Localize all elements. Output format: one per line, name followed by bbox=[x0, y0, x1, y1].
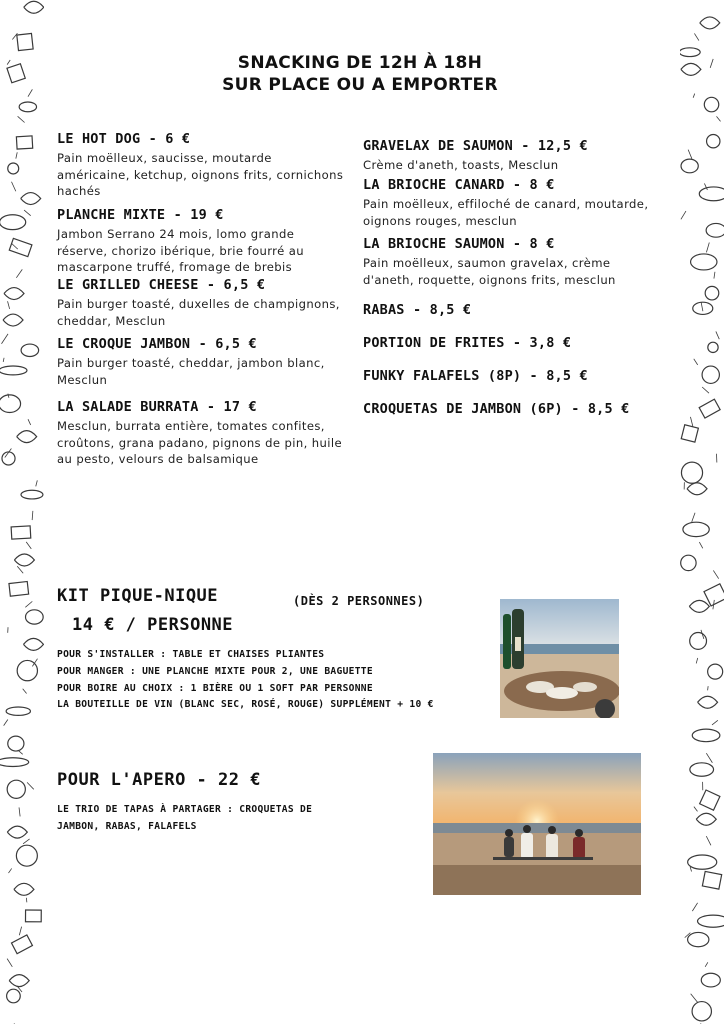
border-sketch-stroke bbox=[702, 387, 709, 393]
border-sketch bbox=[0, 395, 21, 413]
border-sketch bbox=[0, 215, 26, 230]
border-sketch bbox=[692, 729, 720, 742]
menu-item-title: PLANCHE MIXTE - 19 € bbox=[57, 207, 224, 223]
border-sketch bbox=[8, 163, 19, 174]
border-sketch bbox=[680, 48, 700, 57]
border-sketch bbox=[701, 973, 720, 987]
border-sketch-stroke bbox=[7, 60, 10, 65]
border-sketch-stroke bbox=[690, 417, 692, 427]
menu-item-croquetas bbox=[363, 400, 663, 418]
border-sketch bbox=[7, 64, 25, 83]
border-sketch-stroke bbox=[19, 927, 21, 936]
sunset-beach-photo bbox=[433, 753, 641, 895]
menu-item-title: LE CROQUE JAMBON - 6,5 € bbox=[57, 336, 257, 352]
border-sketch-stroke bbox=[25, 601, 32, 607]
border-sketch bbox=[7, 826, 27, 838]
border-sketch-stroke bbox=[710, 59, 713, 68]
border-sketch bbox=[681, 425, 698, 442]
border-sketch-stroke bbox=[692, 903, 697, 911]
border-sketch-stroke bbox=[32, 511, 33, 520]
border-sketch-stroke bbox=[705, 962, 708, 967]
menu-item-title: PORTION DE FRITES - 3,8 € bbox=[363, 335, 572, 351]
border-sketch bbox=[21, 193, 41, 205]
menu-item-croque-jambon bbox=[57, 335, 347, 388]
border-sketch-stroke bbox=[699, 542, 702, 548]
border-sketch-stroke bbox=[23, 839, 29, 844]
menu-item-description: Jambon Serrano 24 mois, lomo grande réserve, chorizo ibérique, brie fourré au mascarpone truffé, fromage de brebis bbox=[57, 227, 304, 274]
menu-item-brioche-canard bbox=[363, 176, 663, 229]
border-sketch-stroke bbox=[7, 959, 12, 967]
border-sketch-stroke bbox=[16, 152, 17, 158]
border-sketch bbox=[7, 780, 25, 798]
kit-line-vin: LA BOUTEILLE DE VIN (BLANC SEC, ROSÉ, ROUGE) SUPPLÉMENT + 10 € bbox=[57, 699, 434, 710]
border-sketch bbox=[698, 915, 724, 927]
menu-item-description: Pain moëlleux, saucisse, moutarde américaine, ketchup, oignons frits, cornichons hachés bbox=[57, 151, 344, 198]
border-sketch bbox=[4, 288, 24, 300]
border-sketch-stroke bbox=[694, 359, 698, 365]
kit-line-boire: POUR BOIRE AU CHOIX : 1 BIÈRE OU 1 SOFT PAR PERSONNE bbox=[57, 683, 373, 694]
border-sketch bbox=[11, 526, 31, 539]
border-sketch bbox=[691, 254, 717, 270]
border-sketch bbox=[707, 134, 720, 147]
border-sketch-stroke bbox=[693, 94, 695, 98]
border-sketch-stroke bbox=[28, 89, 32, 96]
border-sketch bbox=[16, 136, 32, 149]
kit-min-persons: (DÈS 2 PERSONNES) bbox=[293, 594, 425, 608]
menu-item-brioche-saumon bbox=[363, 235, 663, 288]
border-sketch bbox=[3, 314, 23, 326]
menu-item-hot-dog bbox=[57, 130, 347, 200]
border-sketch bbox=[26, 610, 44, 624]
border-sketch-stroke bbox=[694, 33, 699, 40]
border-sketch bbox=[23, 638, 43, 650]
border-sketch-stroke bbox=[716, 331, 719, 339]
border-sketch bbox=[0, 366, 27, 375]
menu-item-title: LA BRIOCHE CANARD - 8 € bbox=[363, 177, 555, 193]
border-sketch bbox=[14, 883, 34, 895]
border-sketch-stroke bbox=[712, 720, 718, 725]
border-sketch-stroke bbox=[8, 301, 10, 309]
border-sketch bbox=[17, 33, 33, 50]
border-sketch bbox=[9, 581, 29, 596]
border-sketch-stroke bbox=[701, 302, 703, 311]
border-sketch bbox=[702, 871, 721, 889]
apero-line-tapas: JAMBON, RABAS, FALAFELS bbox=[57, 821, 197, 832]
border-sketch bbox=[698, 696, 718, 708]
border-sketch-stroke bbox=[8, 394, 9, 398]
border-sketch bbox=[17, 431, 37, 443]
border-sketch bbox=[689, 600, 709, 612]
border-sketch bbox=[699, 399, 720, 418]
menu-item-description: Mesclun, burrata entière, tomates confites, croûtons, grana padano, pignons de pin, huile au pesto, velours de balsamique bbox=[57, 419, 343, 466]
border-sketch-stroke bbox=[28, 419, 31, 425]
border-sketch bbox=[690, 763, 714, 776]
kit-line-installer: POUR S'INSTALLER : TABLE ET CHAISES PLIANTES bbox=[57, 649, 325, 660]
border-sketch bbox=[681, 63, 701, 75]
kit-title: KIT PIQUE-NIQUE bbox=[57, 586, 219, 606]
menu-item-description: Crème d'aneth, toasts, Mesclun bbox=[363, 158, 559, 172]
border-sketch-stroke bbox=[36, 480, 38, 486]
border-sketch-stroke bbox=[713, 570, 718, 578]
border-sketch bbox=[681, 555, 696, 570]
border-sketch bbox=[704, 97, 718, 111]
border-sketch-stroke bbox=[26, 542, 31, 549]
menu-header bbox=[150, 52, 570, 96]
border-sketch-stroke bbox=[692, 513, 695, 522]
border-sketch bbox=[681, 462, 702, 483]
menu-item-title: LE HOT DOG - 6 € bbox=[57, 131, 191, 147]
menu-item-title: FUNKY FALAFELS (8P) - 8,5 € bbox=[363, 368, 588, 384]
header-hours: SNACKING DE 12H À 18H bbox=[237, 53, 483, 73]
menu-item-description: Pain moëlleux, saumon gravelax, crème d'aneth, roquette, oignons frits, mesclun bbox=[363, 256, 616, 287]
border-sketch-stroke bbox=[1, 334, 8, 344]
border-sketch bbox=[8, 736, 24, 751]
border-sketch bbox=[688, 932, 709, 946]
border-sketch-stroke bbox=[688, 150, 692, 159]
border-sketch bbox=[9, 975, 29, 987]
menu-item-title: LA BRIOCHE SAUMON - 8 € bbox=[363, 236, 555, 252]
border-sketch bbox=[14, 554, 34, 566]
border-sketch bbox=[0, 758, 29, 767]
border-sketch-stroke bbox=[24, 210, 31, 216]
border-sketch bbox=[25, 910, 41, 922]
menu-item-gravelax bbox=[363, 137, 663, 174]
border-sketch bbox=[19, 102, 36, 112]
border-sketch-stroke bbox=[18, 116, 25, 122]
border-sketch bbox=[6, 707, 30, 715]
border-sketch bbox=[696, 813, 716, 825]
border-sketch bbox=[699, 187, 724, 201]
border-sketch-stroke bbox=[11, 243, 17, 249]
border-sketch-stroke bbox=[706, 753, 712, 763]
border-sketch-stroke bbox=[708, 686, 709, 690]
menu-item-planche-mixte bbox=[57, 206, 347, 276]
border-sketch bbox=[705, 286, 719, 300]
menu-item-grilled-cheese bbox=[57, 276, 347, 329]
border-sketch bbox=[688, 855, 717, 869]
menu-item-frites bbox=[363, 334, 663, 352]
border-sketch bbox=[690, 633, 707, 650]
menu-item-title: LA SALADE BURRATA - 17 € bbox=[57, 399, 257, 415]
border-sketch bbox=[2, 452, 15, 465]
border-sketch-stroke bbox=[706, 243, 709, 253]
border-sketch-stroke bbox=[696, 658, 697, 663]
border-sketch-stroke bbox=[694, 807, 698, 812]
menu-item-description: Pain burger toasté, cheddar, jambon blanc, Mesclun bbox=[57, 356, 325, 387]
menu-item-description: Pain moëlleux, effiloché de canard, moutarde, oignons rouges, mesclun bbox=[363, 197, 649, 228]
menu-item-rabas bbox=[363, 301, 663, 319]
menu-item-title: GRAVELAX DE SAUMON - 12,5 € bbox=[363, 138, 588, 154]
border-sketch-stroke bbox=[691, 994, 698, 1002]
border-sketch-stroke bbox=[23, 689, 27, 694]
border-sketch-stroke bbox=[16, 269, 22, 277]
border-sketch bbox=[706, 223, 724, 237]
border-sketch bbox=[700, 17, 720, 29]
border-sketch bbox=[16, 845, 37, 866]
border-sketch bbox=[687, 483, 707, 495]
border-sketch bbox=[708, 664, 723, 679]
border-sketch bbox=[681, 159, 698, 173]
border-sketch bbox=[702, 366, 719, 383]
border-sketch-stroke bbox=[18, 750, 23, 754]
border-sketch bbox=[24, 1, 44, 13]
menu-item-description: Pain burger toasté, duxelles de champignons, cheddar, Mesclun bbox=[57, 297, 340, 328]
border-sketch bbox=[21, 344, 39, 356]
decorative-border-right bbox=[680, 0, 724, 1024]
border-sketch-stroke bbox=[8, 868, 11, 873]
border-sketch-stroke bbox=[716, 116, 720, 121]
apero-line-trio: LE TRIO DE TAPAS À PARTAGER : CROQUETAS DE bbox=[57, 804, 313, 815]
border-sketch bbox=[692, 1002, 711, 1021]
menu-item-falafels bbox=[363, 367, 663, 385]
border-sketch-stroke bbox=[11, 182, 15, 192]
border-sketch-stroke bbox=[706, 836, 711, 845]
decorative-border-left bbox=[0, 0, 44, 1024]
border-sketch bbox=[9, 238, 32, 256]
border-sketch bbox=[693, 302, 713, 314]
picnic-photo bbox=[500, 599, 619, 718]
border-sketch bbox=[700, 790, 720, 810]
border-sketch-stroke bbox=[17, 566, 23, 573]
border-sketch bbox=[7, 989, 21, 1003]
border-sketch-stroke bbox=[681, 211, 686, 219]
kit-price: 14 € / PERSONNE bbox=[72, 615, 234, 635]
border-sketch-stroke bbox=[19, 807, 20, 816]
border-sketch bbox=[708, 342, 718, 352]
apero-title: POUR L'APERO - 22 € bbox=[57, 770, 261, 790]
menu-item-title: CROQUETAS DE JAMBON (6P) - 8,5 € bbox=[363, 401, 630, 417]
kit-line-manger: POUR MANGER : UNE PLANCHE MIXTE POUR 2, UNE BAGUETTE bbox=[57, 666, 373, 677]
border-sketch bbox=[11, 935, 32, 954]
border-sketch-stroke bbox=[714, 272, 715, 279]
border-sketch bbox=[17, 660, 37, 680]
menu-item-salade-burrata bbox=[57, 398, 347, 468]
border-sketch-stroke bbox=[4, 719, 8, 725]
header-service: SUR PLACE OU A EMPORTER bbox=[222, 75, 498, 95]
border-sketch-stroke bbox=[27, 782, 34, 789]
border-sketch-stroke bbox=[3, 358, 4, 362]
menu-item-title: LE GRILLED CHEESE - 6,5 € bbox=[57, 277, 266, 293]
border-sketch bbox=[21, 490, 43, 499]
menu-item-title: RABAS - 8,5 € bbox=[363, 302, 472, 318]
border-sketch bbox=[683, 522, 709, 536]
